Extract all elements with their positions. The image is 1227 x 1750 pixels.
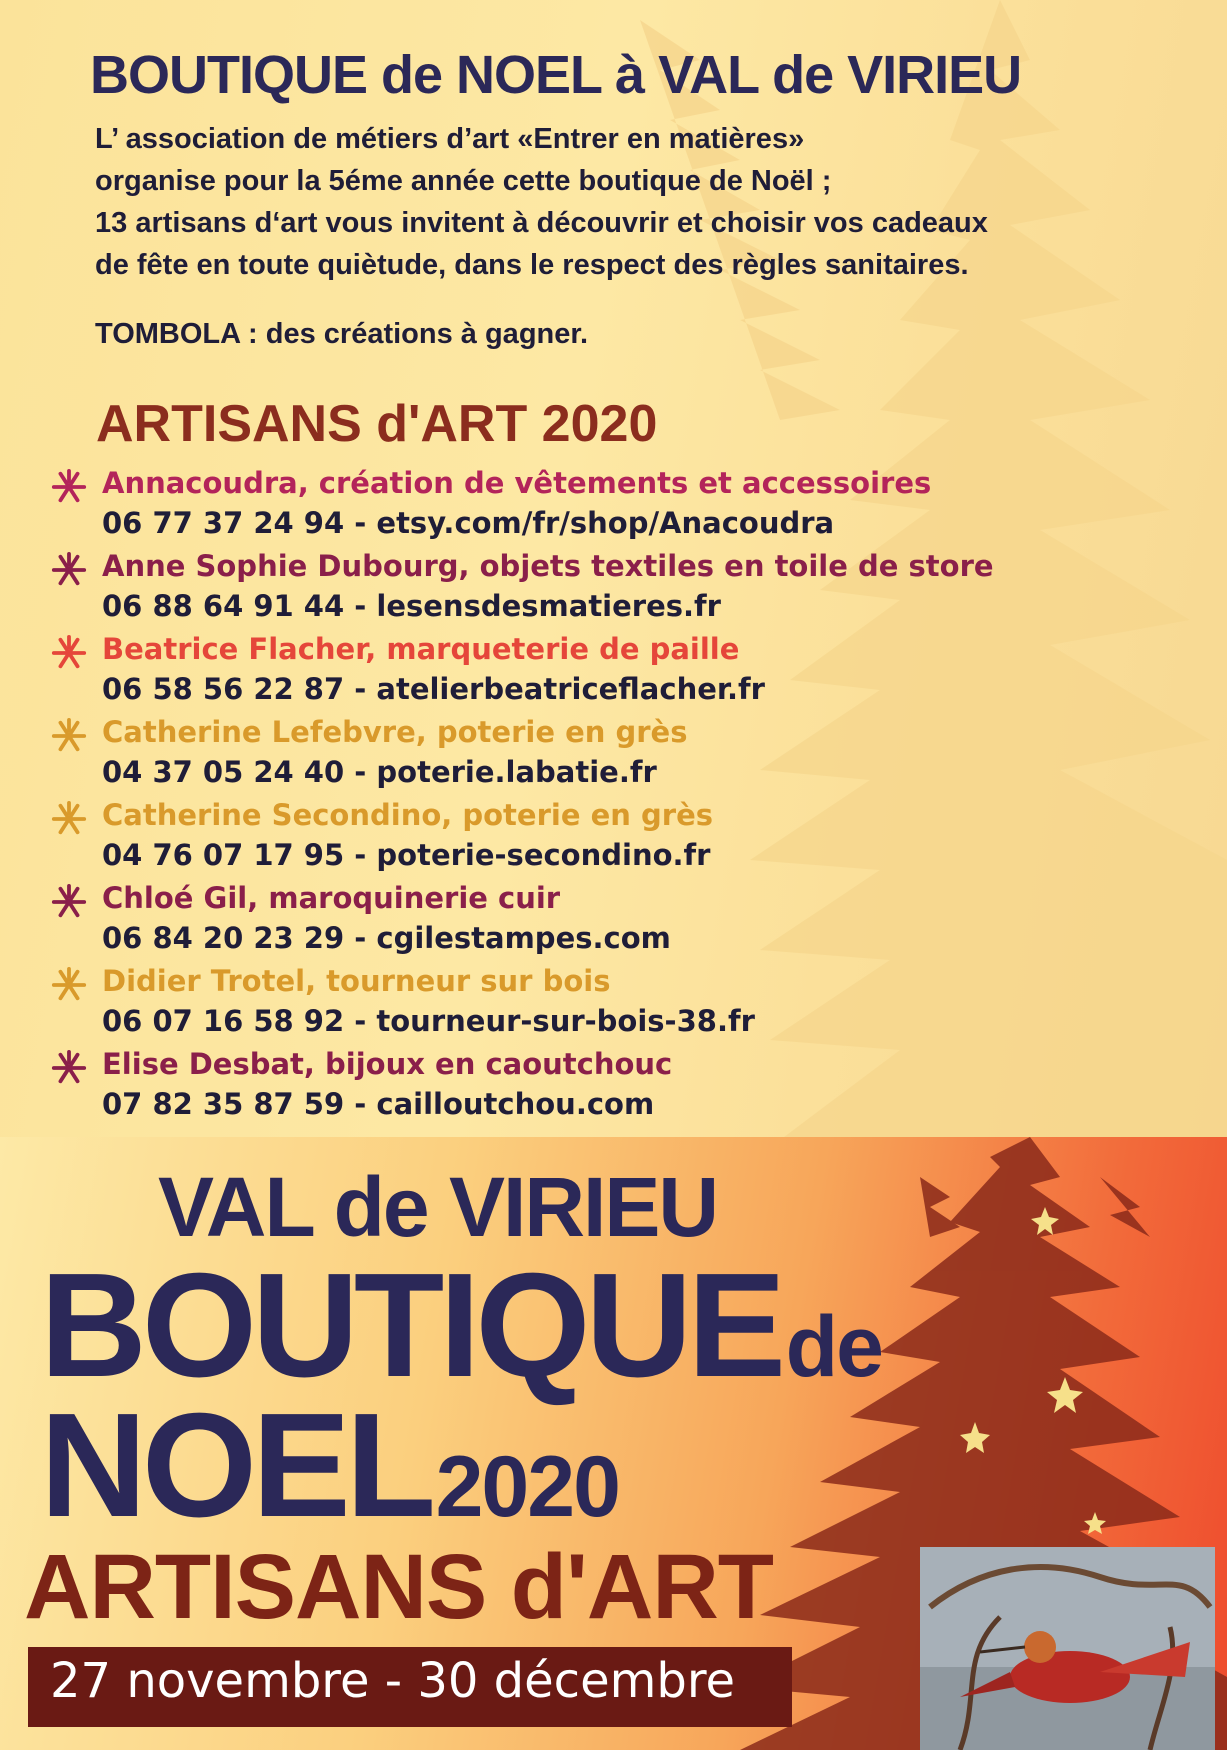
front-noel-line [40,1381,619,1551]
artisan-name: Beatrice Flacher, marqueterie de paille [102,632,740,666]
artisan-name: Catherine Lefebvre, poterie en grès [102,715,688,749]
star-icon [50,717,88,755]
event-dates: 27 novembre - 30 décembre [50,1653,736,1709]
artisan-name: Anne Sophie Dubourg, objets textiles en toile de store [102,549,994,583]
star-icon [50,1049,88,1087]
artisan-item [50,961,1200,1044]
artisan-contact: 04 76 07 17 95 - poterie-secondino.fr [102,838,711,872]
artisan-contact: 07 82 35 87 59 - cailloutchou.com [102,1087,655,1121]
flyer-front [0,1137,1227,1750]
year: 2020 [435,1439,619,1535]
star-icon [50,966,88,1004]
intro-line: L’ association de métiers d’art «Entrer en matières» [95,123,805,155]
front-val-title: VAL de VIRIEU [158,1160,718,1254]
bird-sculpture-photo [920,1547,1215,1750]
star-icon [50,551,88,589]
intro-line: organise pour la 5éme année cette boutique de Noël ; [95,165,832,197]
artisan-contact: 06 88 64 91 44 - lesensdesmatieres.fr [102,589,721,623]
boutique-word: BOUTIQUE [40,1243,782,1408]
artisan-item [50,795,1200,878]
artisan-item [50,463,1200,546]
artisan-item [50,712,1200,795]
star-icon [50,634,88,672]
intro-paragraph [95,118,1185,286]
star-icon [50,883,88,921]
artisan-name: Elise Desbat, bijoux en caoutchouc [102,1047,673,1081]
intro-line: de fête en toute quiètude, dans le respect des règles sanitaires. [95,249,969,281]
artisan-contact: 06 77 37 24 94 - etsy.com/fr/shop/Anacoudra [102,506,835,540]
artisan-contact: 04 37 05 24 40 - poterie.labatie.fr [102,755,657,789]
artisan-contact: 06 07 16 58 92 - tourneur-sur-bois-38.fr [102,1004,755,1038]
artisan-item [50,878,1200,961]
star-icon [50,468,88,506]
tombola-text: TOMBOLA : des créations à gagner. [95,318,589,350]
artisan-contact: 06 84 20 23 29 - cgilestampes.com [102,921,671,955]
artisan-contact: 06 58 56 22 87 - atelierbeatriceflacher.fr [102,672,765,706]
artisan-name: Chloé Gil, maroquinerie cuir [102,881,561,915]
front-artisans-art: ARTISANS d'ART [24,1536,773,1638]
artisan-list [50,463,1200,1127]
artisan-name: Catherine Secondino, poterie en grès [102,798,713,832]
artisan-item [50,629,1200,712]
star-icon [50,800,88,838]
bird-sculpture-icon [920,1547,1215,1750]
artisan-name: Didier Trotel, tourneur sur bois [102,964,611,998]
artisan-item [50,546,1200,629]
de-word: de [785,1299,882,1395]
back-title: BOUTIQUE de NOEL à VAL de VIRIEU [90,45,1022,105]
artisan-name: Annacoudra, création de vêtements et accessoires [102,466,932,500]
artisan-item [50,1044,1200,1127]
noel-word: NOEL [40,1383,432,1548]
artisans-heading: ARTISANS d'ART 2020 [96,395,658,453]
intro-line: 13 artisans d‘art vous invitent à découvrir et choisir vos cadeaux [95,207,988,239]
